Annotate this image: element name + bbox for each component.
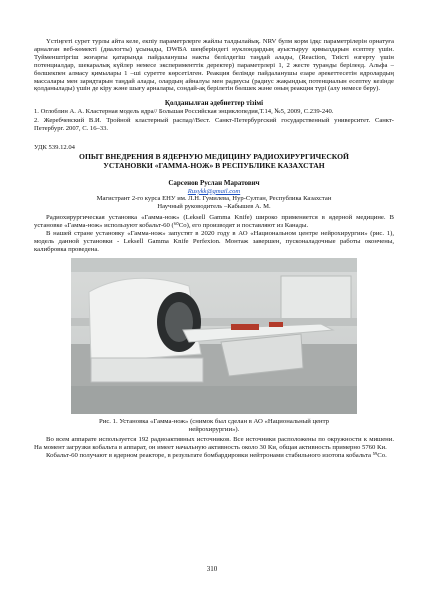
gamma-knife-photo — [71, 258, 357, 414]
top-paragraph: Үстіңгеті сурет турлы айта келе, екпіу параметрлерге жайлы талдылайық. NRV булм корм ідқс параметрілерін орнатуға арналған веб-көмекті (диалогты) ұсынады, DWBA шеңберіндегі нуклондардың ауыстыруу қимылдарын есептеу үшін. Туйменштіргіш жоғарғы қатарында пайдаланушы накты белілдегіш таңдай алады, (Reaction, Тиісті өзгерту үшін потенциалдар, шекаралық күйлер немесе эксперименттік деректер) параметрлері 1, 2 жесте туранды берілеед. Альфа – бөлшекпен алмасу қимылары 1 –ші суретте көрсетілген. Реакция белімде пайдаланушы езаре әрекеттесетін ядролардың массалары мен зарядтарын таңдай алады, олардың айналуы мен радиусы (радиус жақындық потенциалын есептеу кезінде қолданылады) үшін де кіру және шығу арналары, сондай-ақ берілетін бөлшек және оның реакция түрі (алу немесе беру). — [34, 38, 394, 93]
page-number: 310 — [206, 565, 218, 573]
udc-code: УДК 539.12.04 — [34, 143, 75, 151]
references-heading: Қолданылған әдебиеттер тізімі — [164, 99, 264, 108]
caption-line: нейрохирургии»). — [188, 425, 240, 433]
supervisor: Научный руководитель –Кабышев А. М. — [157, 202, 271, 210]
title-line: УСТАНОВКИ «ГАММА-НОЖ» В РЕСПУБЛИКЕ КАЗАХСТАН — [103, 160, 325, 170]
paragraph: Кобальт-60 получают в ядерном реакторе, в результате бомбардировки нейтронами стабильного изотопа кобальта ⁵⁹Co. — [46, 451, 387, 459]
paragraph: В нашей стране установку «Гамма-нож» запустят в 2020 году в АО «Национальном центре нейрохирургии» (рис. 1), модель данной установки - Leksell Gamma Knife Perfexion. Монтаж завершен, пусконаладочные работы окончены, калибровка проведена. — [34, 230, 394, 253]
photo-illustration — [71, 258, 357, 414]
figure-caption — [34, 418, 394, 434]
author-name: Сарсенов Руслан Маратович — [168, 178, 260, 187]
affiliation: Магистрант 2-го курса ЕНУ им. Л.Н. Гумилева, Нур-Султан, Республика Казахстан — [96, 194, 332, 202]
paragraph: Во всем аппарате используется 192 радиоактивных источников. Все источники расположены по окружности к мишени. На момент загрузки кобальта в аппарат, он имеет начальную активность около 30 Ки, общая активность примерно 5760 Ки. — [34, 435, 394, 451]
author-email-link[interactable]: Rusykk@gmail.com — [187, 187, 241, 195]
article-title — [34, 152, 394, 170]
reference-item: 2. Жеребчевский В.И. Тройной кластерный распад//Вест. Санкт-Петербургский государственный университет. Санкт-Петербург. 2007, С. 16–33. — [34, 117, 394, 132]
paragraph: Радиохирургическая установка «Гамма-нож» (Leksell Gamma Knife) широко применяется в ядерной медицине. В установке «Гамма-нож» используют кобальт-60 (⁶⁰Co), его производят и поставляют из Канады. — [34, 214, 394, 230]
title-line: ОПЫТ ВНЕДРЕНИЯ В ЯДЕРНУЮ МЕДИЦИНУ РАДИОХИРУРГИЧЕСКОЙ — [79, 151, 349, 161]
caption-line: Рис. 1. Установка «Гамма-нож» (снимок был сделан в АО «Национальный центр — [99, 417, 329, 425]
reference-item: 1. Оглоблин А. А. Кластерная модель ядра// Большая Российская энциклопедия,Т.14, №5, 2009, С.239-240. — [34, 108, 334, 116]
